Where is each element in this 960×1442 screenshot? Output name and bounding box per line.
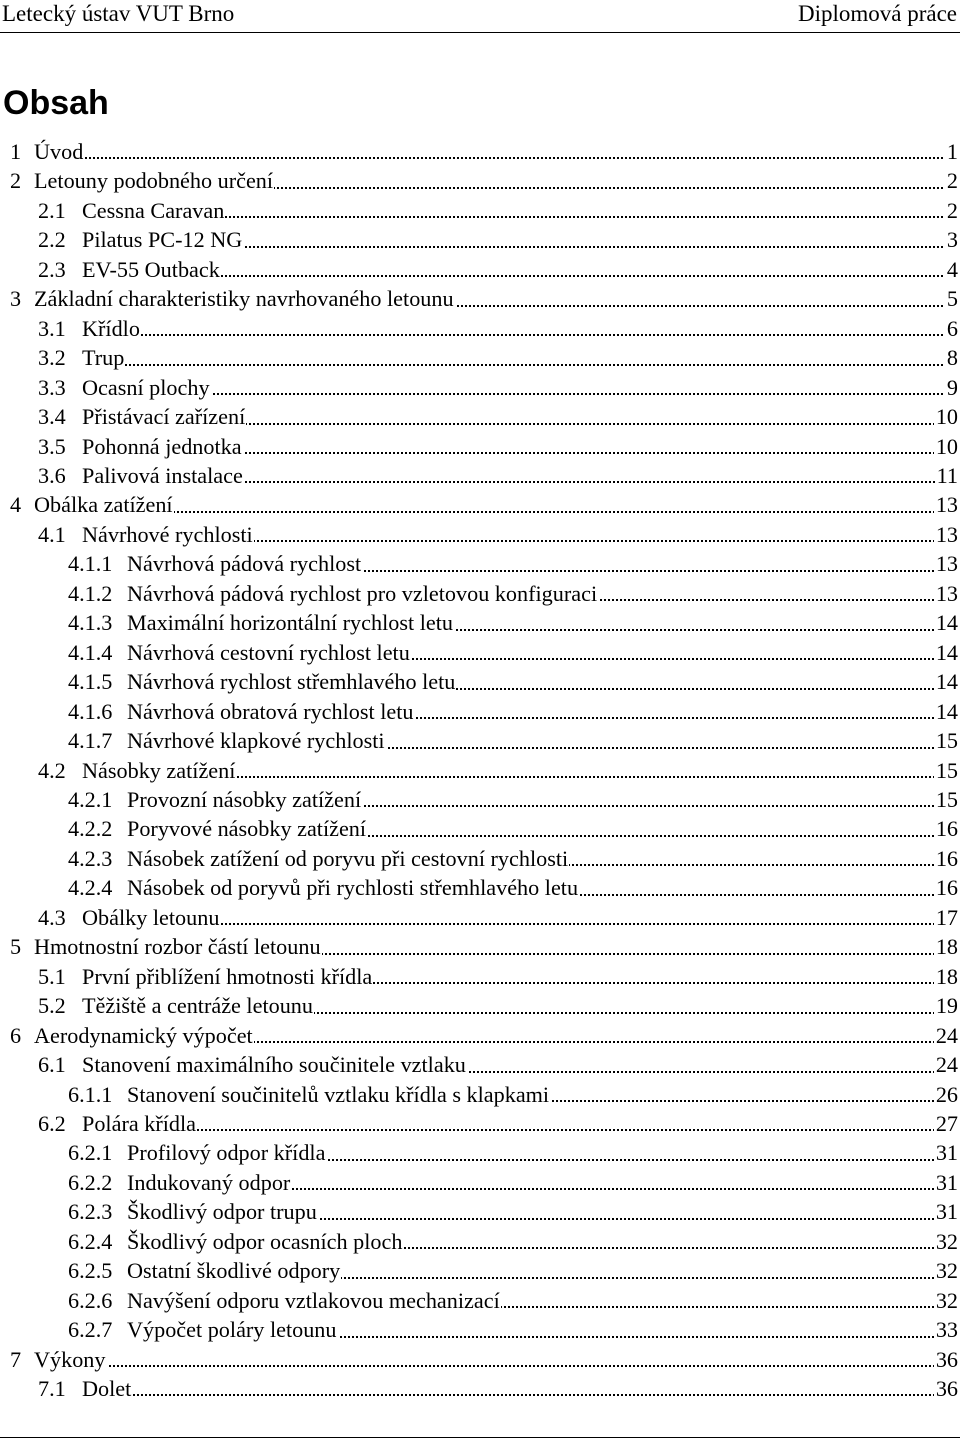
- toc-entry-page: 2: [945, 196, 958, 225]
- toc-leader-dots: [82, 364, 958, 366]
- toc-entry-number: 4.1.7: [68, 728, 113, 754]
- toc-entry-number: 2: [10, 168, 22, 194]
- toc-entry-page: 16: [934, 814, 958, 843]
- toc-entry-number: 4.2.1: [68, 786, 113, 812]
- toc-entry[interactable]: [0, 1138, 958, 1167]
- toc-entry-page: 36: [934, 1374, 958, 1403]
- toc-entry-title: Návrhová pádová rychlost pro vzletovou konfiguraci: [127, 579, 598, 608]
- toc-leader-dots: [82, 1394, 958, 1396]
- toc-entry-page: 33: [934, 1315, 958, 1344]
- toc-entry-page: 31: [934, 1197, 958, 1226]
- toc-entry[interactable]: [0, 461, 958, 490]
- toc-leader-dots: [34, 1365, 958, 1367]
- toc-entry-page: 13: [934, 579, 958, 608]
- toc-entry[interactable]: [0, 932, 958, 961]
- toc-entry[interactable]: [0, 1286, 958, 1315]
- toc-entry-page: 2: [945, 166, 958, 195]
- toc-entry[interactable]: [0, 1315, 958, 1344]
- toc-entry-title: Návrhová obratová rychlost letu: [127, 697, 415, 726]
- toc-entry-title: Palivová instalace: [82, 461, 244, 490]
- toc-entry[interactable]: [0, 1227, 958, 1256]
- toc-entry-number: 2.2: [38, 227, 66, 253]
- toc-entry[interactable]: [0, 903, 958, 932]
- toc-entry-number: 4.1.6: [68, 698, 113, 724]
- toc-entry[interactable]: [0, 608, 958, 637]
- toc-entry-number: 3.5: [38, 433, 66, 459]
- toc-entry-page: 16: [934, 873, 958, 902]
- toc-entry-title: Cessna Caravan: [82, 196, 225, 225]
- toc-entry-number: 6.2.7: [68, 1317, 113, 1343]
- toc-entry[interactable]: [0, 1197, 958, 1226]
- toc-entry-number: 3.6: [38, 462, 66, 488]
- toc-entry-number: 4.1.1: [68, 551, 113, 577]
- toc-entry-page: 27: [934, 1109, 958, 1138]
- header-document-type: Diplomová práce: [797, 1, 957, 26]
- toc-entry-page: 5: [945, 284, 958, 313]
- toc-entry-title: Letouny podobného určení: [34, 166, 274, 195]
- toc-entry[interactable]: [0, 1080, 958, 1109]
- toc-entry-number: 6: [10, 1022, 22, 1048]
- toc-entry-title: Hmotnostní rozbor částí letounu: [34, 932, 322, 961]
- toc-entry[interactable]: [0, 726, 958, 755]
- toc-entry-title: Dolet: [82, 1374, 132, 1403]
- toc-entry-page: 15: [934, 785, 958, 814]
- toc-entry-page: 32: [934, 1256, 958, 1285]
- toc-entry-title: Návrhové klapkové rychlosti: [127, 726, 386, 755]
- toc-entry-title: Násobek zatížení od poryvu při cestovní rychlosti: [127, 844, 569, 873]
- toc-entry-number: 4.2.2: [68, 816, 113, 842]
- toc-entry[interactable]: [0, 284, 958, 313]
- toc-entry-page: 31: [934, 1138, 958, 1167]
- toc-entry-page: 32: [934, 1286, 958, 1315]
- toc-entry-title: Násobek od poryvů při rychlosti střemhlavého letu: [127, 873, 579, 902]
- toc-entry[interactable]: [0, 844, 958, 873]
- toc-entry-number: 2.1: [38, 197, 66, 223]
- toc-entry-title: Škodlivý odpor ocasních ploch: [127, 1227, 403, 1256]
- toc-entry[interactable]: [0, 1168, 958, 1197]
- toc-entry-title: Přistávací zařízení: [82, 402, 246, 431]
- page-header: [0, 0, 960, 34]
- toc-entry[interactable]: [0, 1109, 958, 1138]
- header-institute: Letecký ústav VUT Brno: [2, 1, 235, 26]
- toc-entry-number: 6.2.4: [68, 1228, 113, 1254]
- toc-entry-number: 6.2.6: [68, 1287, 113, 1313]
- toc-entry-title: Obálky letounu: [82, 903, 220, 932]
- toc-entry[interactable]: [0, 520, 958, 549]
- toc-entry-page: 18: [934, 962, 958, 991]
- page-title: Obsah: [3, 84, 109, 122]
- toc-entry[interactable]: [0, 373, 958, 402]
- toc-leader-dots: [82, 393, 958, 395]
- toc-entry-number: 4.1.2: [68, 580, 113, 606]
- toc-entry-number: 7.1: [38, 1376, 66, 1402]
- toc-entry-page: 13: [934, 549, 958, 578]
- toc-entry[interactable]: [0, 667, 958, 696]
- toc-entry[interactable]: [0, 490, 958, 519]
- toc-entry[interactable]: [0, 1345, 958, 1374]
- toc-entry-page: 3: [945, 225, 958, 254]
- toc-entry-number: 4.2: [38, 757, 66, 783]
- toc-entry-page: 6: [945, 314, 958, 343]
- toc-entry-page: 14: [934, 638, 958, 667]
- toc-entry-page: 11: [935, 461, 958, 490]
- toc-entry-title: Násobky zatížení: [82, 756, 236, 785]
- toc-entry-title: Návrhové rychlosti: [82, 520, 254, 549]
- toc-entry-number: 4.3: [38, 904, 66, 930]
- toc-entry[interactable]: [0, 814, 958, 843]
- toc-entry-page: 15: [934, 726, 958, 755]
- toc-entry-title: Výpočet poláry letounu: [127, 1315, 338, 1344]
- toc-entry-page: 14: [934, 667, 958, 696]
- toc-entry[interactable]: [0, 402, 958, 431]
- toc-entry-title: Poryvové násobky zatížení: [127, 814, 367, 843]
- toc-leader-dots: [34, 157, 958, 159]
- toc-entry-page: 19: [934, 991, 958, 1020]
- toc-entry-number: 4: [10, 492, 22, 518]
- toc-entry-title: První přiblížení hmotnosti křídla: [82, 962, 373, 991]
- footer-rule: [0, 1437, 960, 1438]
- toc-entry[interactable]: [0, 1256, 958, 1285]
- table-of-contents: [0, 137, 958, 1403]
- toc-entry-number: 5.2: [38, 993, 66, 1019]
- toc-entry-page: 14: [934, 608, 958, 637]
- toc-entry-page: 8: [945, 343, 958, 372]
- toc-entry-page: 15: [934, 756, 958, 785]
- toc-entry-number: 3.4: [38, 404, 66, 430]
- toc-entry-number: 4.2.3: [68, 845, 113, 871]
- toc-entry-title: Polára křídla: [82, 1109, 197, 1138]
- toc-entry-page: 1: [945, 137, 958, 166]
- toc-entry-page: 9: [945, 373, 958, 402]
- toc-entry-page: 10: [934, 432, 958, 461]
- toc-entry[interactable]: [0, 962, 958, 991]
- toc-entry-title: Výkony: [34, 1345, 107, 1374]
- toc-entry-number: 3.3: [38, 374, 66, 400]
- toc-entry-title: Škodlivý odpor trupu: [127, 1197, 318, 1226]
- toc-entry[interactable]: [0, 1021, 958, 1050]
- toc-entry-title: Úvod: [34, 137, 84, 166]
- toc-leader-dots: [82, 334, 958, 336]
- toc-entry-page: 17: [934, 903, 958, 932]
- toc-entry[interactable]: [0, 225, 958, 254]
- toc-entry[interactable]: [0, 873, 958, 902]
- toc-entry-title: Maximální horizontální rychlost letu: [127, 608, 454, 637]
- toc-entry-title: Základní charakteristiky navrhovaného letounu: [34, 284, 455, 313]
- header-rule: [0, 32, 960, 33]
- toc-entry-title: Aerodynamický výpočet: [34, 1021, 254, 1050]
- toc-entry-number: 4.2.4: [68, 875, 113, 901]
- toc-entry-number: 5.1: [38, 963, 66, 989]
- toc-entry-number: 3.1: [38, 315, 66, 341]
- toc-entry-page: 31: [934, 1168, 958, 1197]
- toc-entry-page: 32: [934, 1227, 958, 1256]
- toc-entry-page: 13: [934, 490, 958, 519]
- toc-entry[interactable]: [0, 432, 958, 461]
- toc-entry[interactable]: [0, 785, 958, 814]
- toc-entry-title: Provozní násobky zatížení: [127, 785, 362, 814]
- toc-entry[interactable]: [0, 697, 958, 726]
- toc-entry[interactable]: [0, 343, 958, 372]
- toc-entry-number: 1: [10, 139, 22, 164]
- toc-entry-title: Stanovení maximálního součinitele vztlaku: [82, 1050, 467, 1079]
- toc-entry[interactable]: [0, 579, 958, 608]
- toc-entry-title: Křídlo: [82, 314, 141, 343]
- toc-entry-number: 3.2: [38, 345, 66, 371]
- toc-entry-title: Trup: [82, 343, 125, 372]
- toc-entry-number: 6.2.2: [68, 1169, 113, 1195]
- toc-entry-title: Ocasní plochy: [82, 373, 211, 402]
- toc-entry-title: EV-55 Outback: [82, 255, 221, 284]
- toc-entry-title: Návrhová cestovní rychlost letu: [127, 638, 411, 667]
- toc-entry-number: 5: [10, 934, 22, 960]
- toc-entry[interactable]: [0, 756, 958, 785]
- toc-entry[interactable]: [0, 1374, 958, 1403]
- toc-entry-number: 4.1.5: [68, 669, 113, 695]
- toc-entry-number: 6.2.5: [68, 1258, 113, 1284]
- toc-entry-page: 24: [934, 1050, 958, 1079]
- toc-entry-title: Navýšení odporu vztlakovou mechanizací: [127, 1286, 501, 1315]
- toc-entry-title: Návrhová pádová rychlost: [127, 549, 362, 578]
- toc-entry-number: 6.2.3: [68, 1199, 113, 1225]
- toc-entry-number: 4.1: [38, 521, 66, 547]
- toc-entry-page: 24: [934, 1021, 958, 1050]
- toc-entry-title: Ostatní škodlivé odpory: [127, 1256, 341, 1285]
- toc-entry[interactable]: [0, 991, 958, 1020]
- toc-entry[interactable]: [0, 137, 958, 166]
- toc-entry-title: Pilatus PC-12 NG: [82, 225, 243, 254]
- toc-entry-number: 6.2: [38, 1110, 66, 1136]
- toc-entry-page: 10: [934, 402, 958, 431]
- toc-entry-number: 7: [10, 1346, 22, 1372]
- toc-entry-number: 4.1.3: [68, 610, 113, 636]
- toc-entry[interactable]: [0, 638, 958, 667]
- toc-entry-page: 18: [934, 932, 958, 961]
- toc-entry-title: Indukovaný odpor: [127, 1168, 291, 1197]
- toc-entry[interactable]: [0, 255, 958, 284]
- toc-entry-title: Stanovení součinitelů vztlaku křídla s klapkami: [127, 1080, 550, 1109]
- toc-leader-dots: [82, 1129, 958, 1131]
- toc-entry-title: Obálka zatížení: [34, 490, 174, 519]
- toc-entry-page: 16: [934, 844, 958, 873]
- toc-entry[interactable]: [0, 549, 958, 578]
- toc-entry-page: 26: [934, 1080, 958, 1109]
- toc-entry-title: Návrhová rychlost střemhlavého letu: [127, 667, 456, 696]
- toc-entry[interactable]: [0, 314, 958, 343]
- toc-entry-number: 6.1.1: [68, 1081, 113, 1107]
- toc-entry[interactable]: [0, 166, 958, 195]
- toc-entry-title: Pohonná jednotka: [82, 432, 243, 461]
- toc-entry-number: 4.1.4: [68, 639, 113, 665]
- toc-entry-page: 4: [945, 255, 958, 284]
- toc-entry-page: 14: [934, 697, 958, 726]
- toc-entry-page: 13: [934, 520, 958, 549]
- toc-entry-title: Profilový odpor křídla: [127, 1138, 326, 1167]
- toc-entry-number: 2.3: [38, 256, 66, 282]
- toc-entry-number: 6.2.1: [68, 1140, 113, 1166]
- toc-entry[interactable]: [0, 1050, 958, 1079]
- toc-entry-number: 3: [10, 286, 22, 312]
- toc-entry-page: 36: [934, 1345, 958, 1374]
- toc-entry-number: 6.1: [38, 1052, 66, 1078]
- toc-entry[interactable]: [0, 196, 958, 225]
- toc-entry-title: Těžiště a centráže letounu: [82, 991, 314, 1020]
